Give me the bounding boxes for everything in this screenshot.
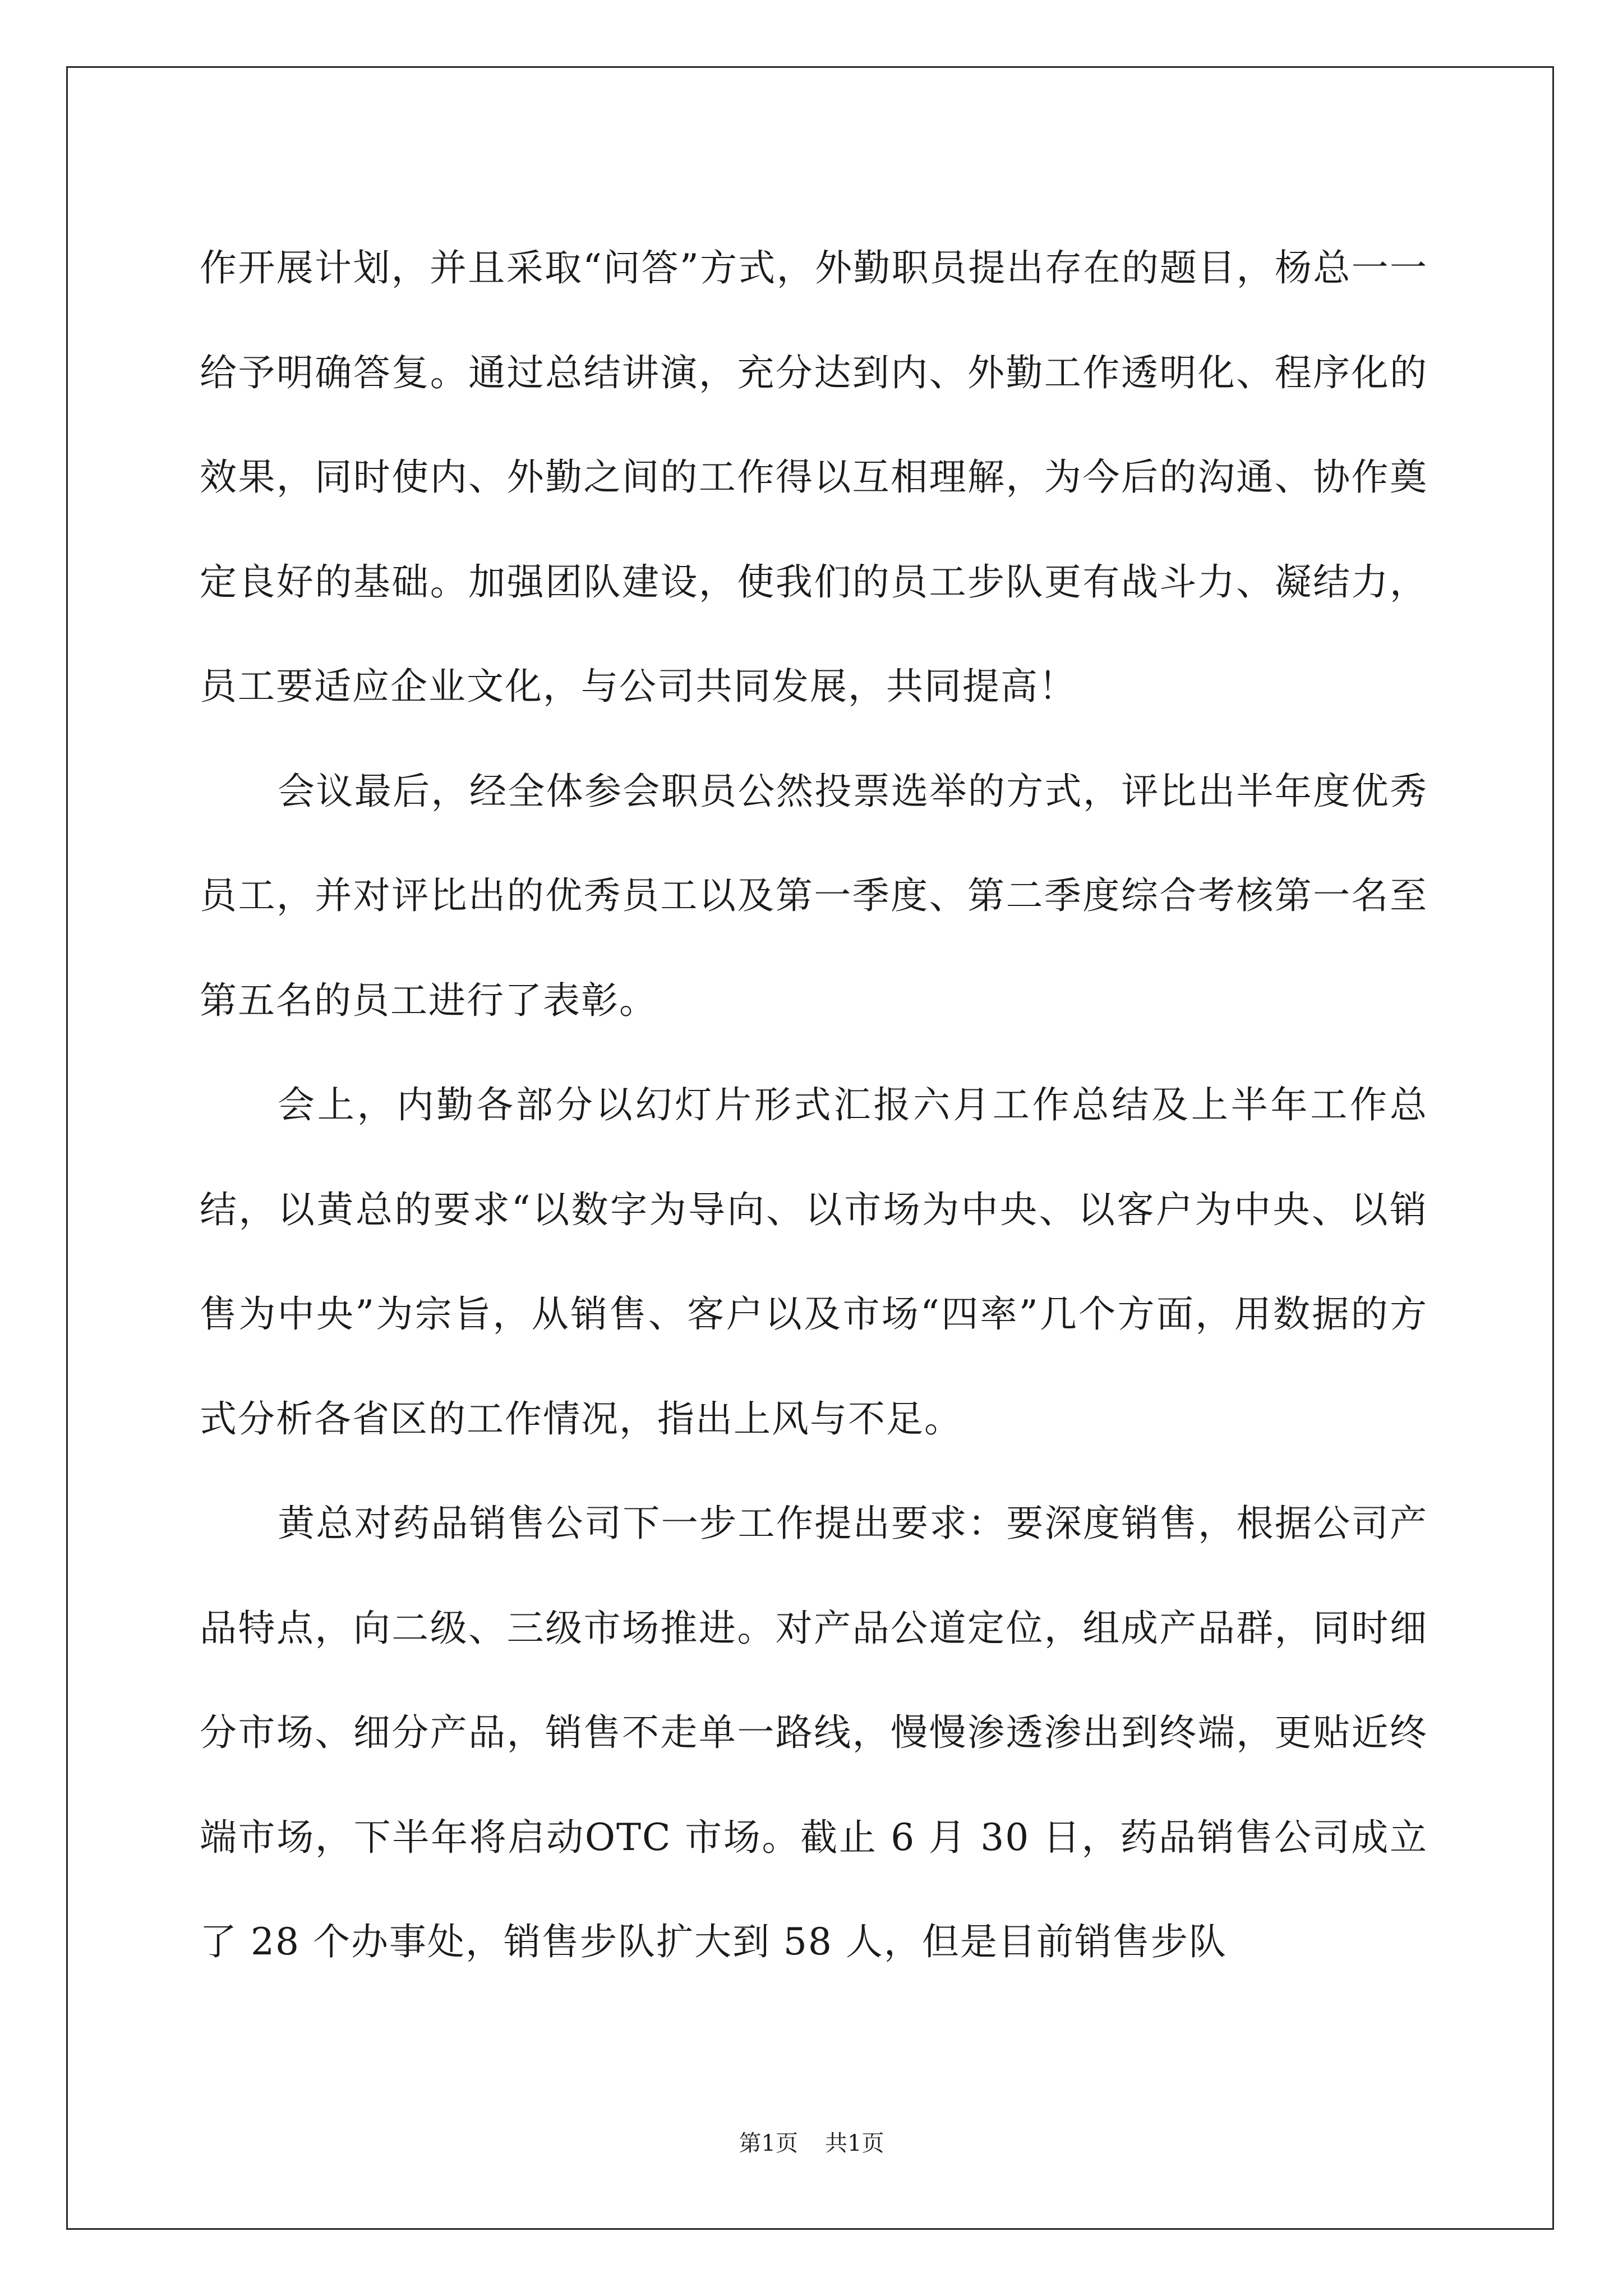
paragraph-4: 黄总对药品销售公司下一步工作提出要求：要深度销售，根据公司产品特点，向二级、三级市场推进。对产品公道定位，组成产品群，同时细分市场、细分产品，销售不走单一路线，慢慢渗透渗出到终端，更贴近终端市场，下半年将启动OTC 市场。截止 6 月 30 日，药品销售公司成立了 28 个办事处，销售步队扩大到 58 人，但是目前销售步队 [200, 1502, 1428, 1963]
page-total: 共1页 [825, 2131, 884, 2156]
page-number: 第1页 [739, 2131, 798, 2156]
page-footer [0, 2129, 1623, 2157]
document-body [200, 216, 1428, 1995]
paragraph-2: 会议最后，经全体参会职员公然投票选举的方式，评比出半年度优秀员工，并对评比出的优秀员工以及第一季度、第二季度综合考核第一名至第五名的员工进行了表彰。 [200, 769, 1428, 1022]
paragraph-1: 作开展计划，并且采取“问答”方式，外勤职员提出存在的题目，杨总一一给予明确答复。通过总结讲演，充分达到内、外勤工作透明化、程序化的效果，同时使内、外勤之间的工作得以互相理解，为今后的沟通、协作奠定良好的基础。加强团队建设，使我们的员工步队更有战斗力、凝结力，员工要适应企业文化，与公司共同发展，共同提高！ [200, 246, 1428, 708]
paragraph-3: 会上，内勤各部分以幻灯片形式汇报六月工作总结及上半年工作总结，以黄总的要求“以数字为导向、以市场为中央、以客户为中央、以销售为中央”为宗旨，从销售、客户以及市场“四率”几个方面，用数据的方式分析各省区的工作情况，指出上风与不足。 [200, 1083, 1428, 1441]
